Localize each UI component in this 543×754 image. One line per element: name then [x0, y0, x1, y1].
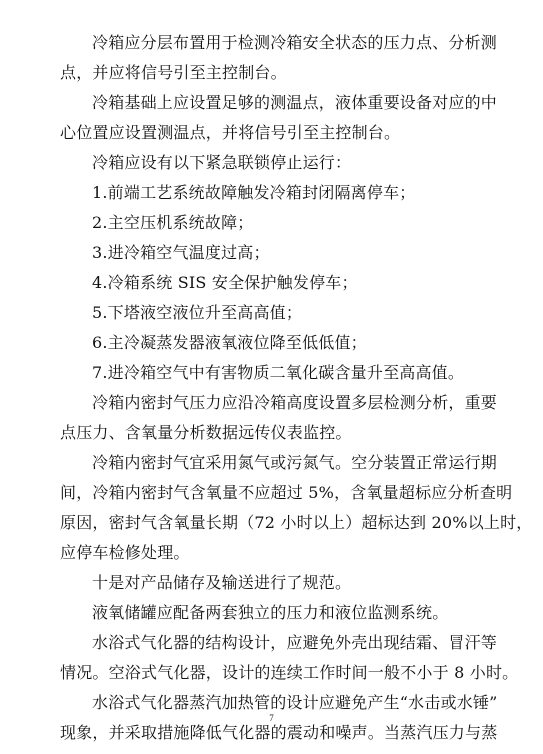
paragraph-line: 水浴式气化器的结构设计，应避免外壳出现结霜、冒汗等	[92, 633, 498, 652]
paragraph-line: 间，冷箱内密封气含氧量不应超过 5%，含氧量超标应分析查明	[60, 483, 513, 502]
paragraph-line: 冷箱基础上应设置足够的测温点，液体重要设备对应的中	[92, 93, 498, 112]
paragraph-line: 冷箱应分层布置用于检测冷箱安全状态的压力点、分析测	[92, 33, 498, 52]
paragraph-line: 点压力、含氧量分析数据远传仪表监控。	[60, 423, 352, 442]
list-item: 6.主冷凝蒸发器液氧液位降至低低值；	[92, 333, 367, 352]
paragraph-line: 液氧储罐应配备两套独立的压力和液位监测系统。	[92, 603, 449, 622]
paragraph-line: 水浴式气化器蒸汽加热管的设计应避免产生“水击或水锤”	[92, 693, 498, 712]
paragraph-line: 冷箱内密封气宜采用氮气或污氮气。空分装置正常运行期	[92, 453, 498, 472]
list-item: 5.下塔液空液位升至高高值；	[92, 303, 303, 322]
paragraph-line: 冷箱内密封气压力应沿冷箱高度设置多层检测分析，重要	[92, 393, 498, 412]
paragraph-line: 情况。空浴式气化器，设计的连续工作时间一般不小于 8 小时。	[60, 663, 519, 682]
page-number: 7	[269, 713, 274, 723]
paragraph-line: 应停车检修处理。	[60, 543, 190, 562]
list-item: 3.进冷箱空气温度过高；	[92, 243, 270, 262]
paragraph-line: 心位置应设置测温点，并将信号引至主控制台。	[60, 123, 401, 142]
paragraph-line: 十是对产品储存及输送进行了规范。	[92, 573, 352, 592]
list-item: 2.主空压机系统故障；	[92, 213, 254, 232]
list-item: 4.冷箱系统 SIS 安全保护触发停车；	[92, 273, 358, 292]
list-item: 7.进冷箱空气中有害物质二氧化碳含量升至高高值。	[92, 363, 465, 382]
paragraph-line: 点，并应将信号引至主控制台。	[60, 63, 287, 82]
list-item: 1.前端工艺系统故障触发冷箱封闭隔离停车；	[92, 183, 416, 202]
paragraph-line: 现象，并采取措施降低气化器的震动和噪声。当蒸汽压力与蒸	[60, 723, 498, 742]
paragraph-line: 原因，密封气含氧量长期（72 小时以上）超标达到 20%以上时，	[60, 513, 533, 532]
paragraph-line: 冷箱应设有以下紧急联锁停止运行：	[92, 153, 352, 172]
